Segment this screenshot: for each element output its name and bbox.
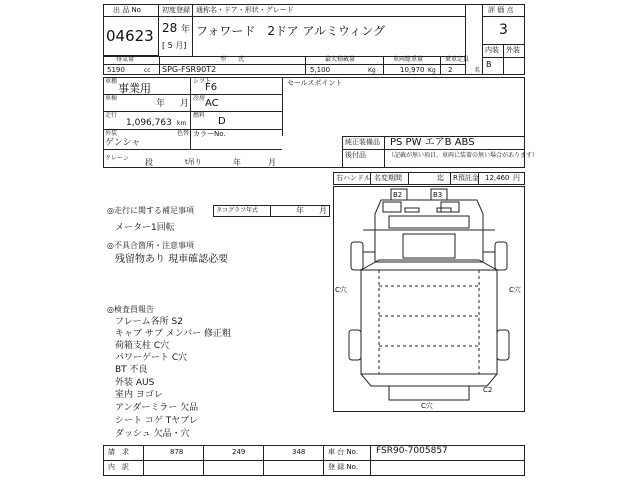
name-change-label: 名変期間 [374,174,402,182]
exterior-label: 外装 [506,46,520,54]
type-label: 外装 [105,130,118,137]
tacho-label: タコグラフ年式 [216,207,259,214]
truck-damage-diagram [333,186,525,412]
inner-label: 内 訳 [108,463,129,471]
aftermarket-note: （記載が無い項目、車両に装着の無い場合があります） [388,152,539,159]
crane-month: 月 [268,158,276,167]
defects-label: ◎不具合箇所・注意事項 [107,241,194,250]
report-line: ダッシュ 欠品・穴 [115,429,190,439]
use-label: 車種 [105,78,118,85]
inspection-label: 車検 [105,95,118,102]
tacho-year: 年 [296,206,304,215]
lot-number: 04623 [106,27,154,45]
displacement-unit: cc [144,67,151,74]
capacity-unit: 名 [474,67,481,74]
equipment-label: 純正装備品 [345,138,380,146]
report-line: フレーム各所 S2 [115,317,183,327]
score-label: 評 価 点 [488,6,514,14]
max-load-value: 5,100 [310,66,331,74]
gross-weight-label: 車両総重量 [393,56,424,63]
chassis-value: FSR90-7005857 [376,446,448,456]
sales-point-label: セールスポイント [287,79,343,87]
request-value-2: 249 [232,448,246,456]
capacity-value: 2 [448,66,453,74]
mark-c-right: C穴 [509,286,521,294]
mileage-note-value: メーター1回転 [115,223,175,233]
mileage-value: 1,096,763 [126,118,172,128]
crane-tsuri: t吊り [185,158,202,166]
displacement-value: 5190 [107,66,125,74]
report-line: パワーゲート C穴 [115,353,188,363]
inspection-year: 年 [156,99,166,109]
recycle-unit: 円 [513,174,520,182]
shift-label: シフト [193,78,212,85]
ac-label: 冷房 [193,95,206,102]
report-line: アンダーミラー 欠品 [115,403,199,413]
shift-value: F6 [205,82,218,93]
crane-stage: 段 [145,158,153,167]
crane-year: 年 [233,158,241,167]
capacity-label: 乗車定員 [445,56,470,63]
inspector-label: ◎検査員報告 [107,305,154,314]
displacement-label: 排気量 [116,56,135,63]
use-value: 事業用 [118,82,151,95]
ac-value: AC [205,98,219,109]
mark-c-bottom: C穴 [421,402,433,410]
report-line: BT 不良 [115,365,148,375]
year-unit: 年 [181,25,191,35]
gross-weight-value: 10,970 [400,66,425,74]
reg-label: 登 録 No. [328,463,359,471]
chassis-label: 車 台 No. [328,448,359,456]
equipment-value: PS PW エアB ABS [390,137,475,148]
score-value: 3 [499,22,508,38]
recycle-value: 12,460 [485,174,510,182]
color-no-label: カラーNo. [193,130,226,138]
fuel-value: D [218,116,226,127]
month-value: [ 5 月] [162,41,187,50]
tacho-month: 月 [319,206,327,215]
interior-label: 内装 [485,46,499,54]
mileage-label: 走行 [105,112,118,119]
mark-c-left: C穴 [335,286,347,294]
max-load-label: 最大積載量 [325,56,356,63]
mark-b3: B3 [433,191,443,199]
model-value: SPG-FSR90T2 [162,65,217,74]
mark-b2: B2 [393,191,403,199]
report-line: キャブ サブ メンバー 修正粗 [115,329,231,339]
first-reg-label: 初度登録 [162,6,190,14]
mileage-note-label: ◎走行に関する補足事項 [107,206,194,215]
car-name: フォワード 2ドア アルミウィング [196,24,386,38]
mileage-unit: km [177,120,187,127]
recycle-label: R預託金 [453,174,479,182]
request-value-1: 878 [170,448,184,456]
car-name-label: 通称名・ドア・形状・グレード [196,6,294,14]
interior-score: B [486,60,492,69]
request-label: 請 求 [108,448,129,456]
type-value: ゲンシャ [105,138,141,148]
model-label: 型 式 [220,56,245,63]
report-line: 外装 AUS [115,378,155,388]
fuel-label: 燃料 [193,112,206,119]
aftermarket-label: 後付品 [345,151,366,159]
year-value: 28 [162,21,178,35]
mark-c2: C2 [483,386,493,394]
name-change-unit: 迄 [437,174,444,182]
color-label: 色替 [177,130,190,137]
report-line: シート コゲ Tヤブレ [115,416,198,426]
gross-weight-unit: Kg [428,67,436,74]
report-line: 荷箱支柱 C穴 [115,341,170,351]
crane-label: クレーン [105,155,129,162]
max-load-unit: Kg [368,67,376,74]
report-line: 室内 ヨゴレ [115,390,163,400]
defects-value: 残留物あり 現車確認必要 [115,254,229,265]
lot-label: 出 品 No [113,6,141,14]
inspection-month: 月 [180,99,190,109]
hand-label: 右ハンドル [336,174,371,182]
request-value-3: 348 [292,448,306,456]
